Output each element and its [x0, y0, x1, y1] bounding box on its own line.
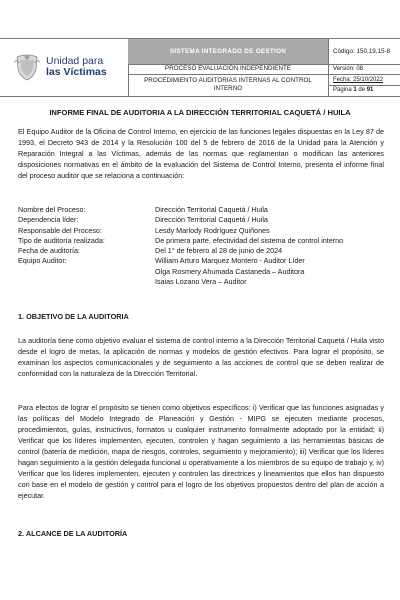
logo-wordmark — [46, 56, 107, 78]
info-label: Nombre del Proceso: — [18, 205, 86, 214]
info-label: Dependencia líder: — [18, 215, 79, 225]
info-value: Dirección Territorial Caquetá / Huila — [155, 205, 268, 214]
section-2-heading: 2. ALCANCE DE LA AUDITORÍA — [18, 529, 128, 538]
info-row — [18, 256, 388, 266]
info-row — [18, 215, 388, 225]
report-title: INFORME FINAL DE AUDITORIA A LA DIRECCIÓN TERRITORIAL CAQUETÁ / HUILA — [49, 108, 351, 117]
info-label: Tipo de auditoría realizada: — [18, 235, 105, 245]
page-prefix: Página — [333, 87, 354, 93]
audit-info-list — [18, 205, 388, 287]
info-label: Fecha de auditoría: — [18, 246, 80, 256]
document-header — [0, 38, 400, 97]
info-row — [18, 267, 388, 277]
page-counter — [333, 86, 373, 95]
section-1-heading: 1. OBJETIVO DE LA AUDITORIA — [18, 312, 129, 321]
info-value: William Arturo Marquez Montero - Auditor Líder — [155, 256, 305, 266]
header-meta — [328, 39, 400, 96]
objective-paragraph: La auditoría tiene como objetivo evaluar el sistema de control interno a la Dirección Territorial Caquetá / Huila visto desde el logro de metas, la aplicación de normas y modelos de gestión efectivos. Para lograr el propósito, se examinan los aspectos comunicacionales y de seguimiento a las acciones de control que se deben realizar de conformidad con la naturaleza de la Dirección Territorial. — [18, 336, 384, 378]
logo-line-1: Unidad para — [46, 55, 104, 67]
page-of: de — [356, 87, 367, 93]
document-date: Fecha: 25/10/2022 — [333, 77, 384, 83]
page-number: 1 — [353, 87, 357, 93]
info-value: Dirección Territorial Caquetá / Huila — [155, 215, 268, 225]
specific-objectives-paragraph: Para efectos de lograr el propósito se tienen como objetivos específicos: i) Verificar que las funciones asignadas y las políticas del Modelo Integrado de Planeación y Gestión - MIPG se ejecuten mediante procesos, procedimientos, guías, instructivos, formatos u cualquier instrumento formalmente adoptado por la entidad; ii) Verificar que los líderes implementen, ejecuten, controlen y hagan seguimiento a las herramientas básicas de control (batería de medición, mapa de riesgos, controles, seguimiento y mejoramiento); iii) Verificar que los líderes hagan seguimiento a la gestión delegada funcional u operativamente a los miembros de su equipo de trabajo y, iv) Verificar que los líderes implementen, ejecuten y controlen las directrices y lineamientos que ellos han dispuesto con base en el modelo de gestión y control para el logro de los objetivos propuestos dentro del plan de acción a ejecutar. — [18, 403, 384, 500]
info-label: Equipo Auditor: — [18, 256, 67, 266]
info-value: Olga Rosmery Ahumada Castaneda – Auditora — [155, 266, 305, 276]
procedure-line-1: PROCEDIMIENTO AUDITORIAS INTERNAS AL CONTROL — [144, 77, 312, 84]
document-version: Versión: 08 — [333, 66, 364, 72]
procedure-line-2: INTERNO — [213, 85, 243, 92]
info-row — [18, 277, 388, 287]
info-value: Lesdy Marlody Rodríguez Quiñones — [155, 225, 270, 235]
coat-of-arms-icon — [14, 53, 40, 81]
info-row — [18, 205, 388, 215]
info-value: Isaias Lozano Vera – Auditor — [155, 277, 247, 287]
info-row — [18, 236, 388, 246]
info-label: Responsable del Proceso: — [18, 225, 102, 235]
process-name: PROCESO EVALUACIÓN INDEPENDIENTE — [128, 64, 328, 75]
divider — [329, 74, 400, 75]
document-code: Código: 150,19,15-8 — [333, 39, 400, 65]
logo-cell — [0, 39, 129, 96]
info-row — [18, 226, 388, 236]
info-value: Del 1° de febrero al 28 de junio de 2024 — [155, 246, 283, 256]
system-title: SISTEMA INTEGRADO DE GESTION — [128, 39, 328, 65]
procedure-name — [128, 75, 328, 96]
info-value: De primera parte, efectividad del sistema de control interno — [155, 235, 344, 245]
logo-line-2: las Víctimas — [46, 66, 107, 78]
intro-paragraph: El Equipo Auditor de la Oficina de Control Interno, en ejercicio de las funciones legales dispuestas en la Ley 87 de 1993, el Decreto 943 de 2014 y la Resolución 100 del 5 de febrero de 2016 de la Unidad para la Atención y Reparación Integral a las Víctimas, además de las normas que reglamentan o modifican las anteriores disposiciones normativas en el ámbito de la evaluación del Sistema de Control Interno, presenta el informe final del proceso auditor que se relaciona a continuación: — [18, 127, 384, 180]
info-row — [18, 246, 388, 256]
page-total: 91 — [366, 87, 374, 93]
header-center — [128, 39, 328, 96]
